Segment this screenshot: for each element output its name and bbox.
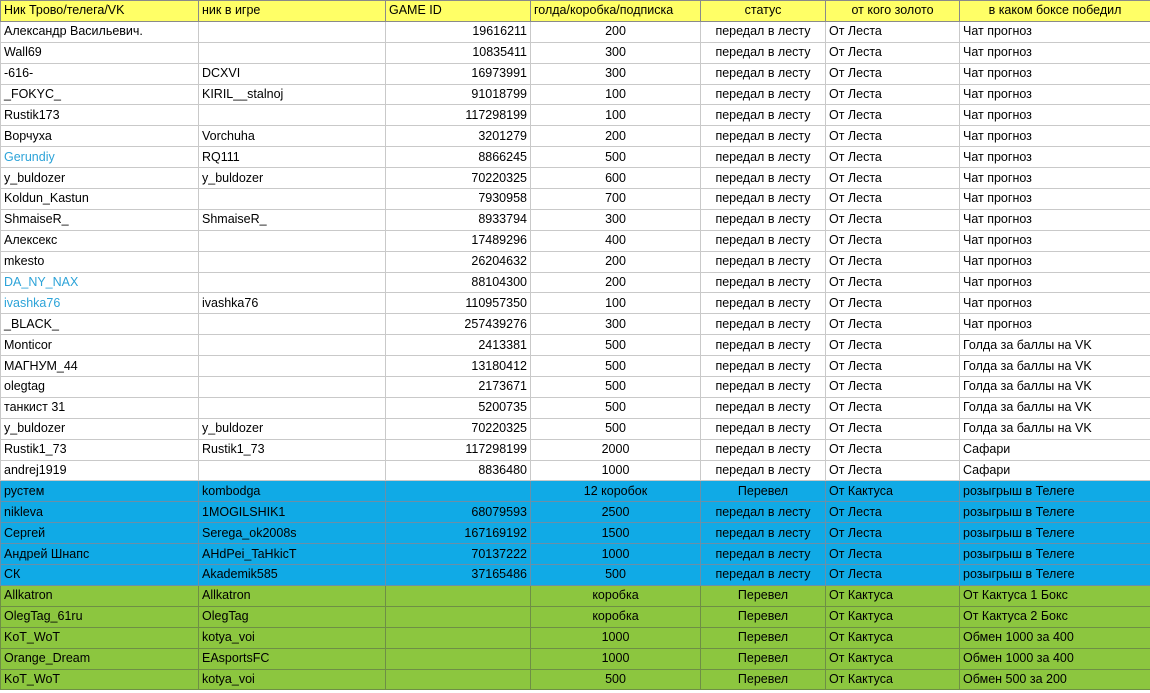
cell-nick[interactable]: Алексекс [1,230,199,251]
cell-from[interactable]: От Леста [826,439,960,460]
cell-box[interactable]: Чат прогноз [960,251,1150,272]
table-row [1,439,1150,460]
cell-nick[interactable]: Gerundiy [1,147,199,168]
cell-box[interactable]: Голда за баллы на VK [960,377,1150,398]
table-row [1,356,1150,377]
cell-game-nick[interactable] [199,314,386,335]
table-row [1,502,1150,523]
cell-game-id[interactable]: 117298199 [386,105,531,126]
cell-amount[interactable]: 300 [531,42,701,63]
cell-box[interactable]: Обмен 500 за 200 [960,669,1150,690]
cell-status[interactable]: передал в лесту [701,272,826,293]
cell-nick[interactable]: KoT_WoT [1,627,199,648]
cell-game-nick[interactable]: Vorchuha [199,126,386,147]
table-row [1,377,1150,398]
table-row [1,230,1150,251]
cell-game-id[interactable] [386,606,531,627]
cell-status[interactable]: Перевел [701,585,826,606]
cell-game-nick[interactable] [199,377,386,398]
cell-from[interactable]: От Леста [826,168,960,189]
cell-status[interactable]: передал в лесту [701,42,826,63]
cell-status[interactable]: передал в лесту [701,523,826,544]
cell-game-nick[interactable] [199,105,386,126]
cell-game-nick[interactable]: kombodga [199,481,386,502]
cell-status[interactable]: Перевел [701,648,826,669]
table-row [1,627,1150,648]
cell-box[interactable]: Чат прогноз [960,314,1150,335]
cell-game-nick[interactable] [199,397,386,418]
cell-amount[interactable]: 400 [531,230,701,251]
header-box[interactable]: в каком боксе победил [960,1,1150,22]
cell-status[interactable]: передал в лесту [701,63,826,84]
cell-amount[interactable]: 2000 [531,439,701,460]
cell-box[interactable]: Чат прогноз [960,63,1150,84]
cell-game-id[interactable]: 167169192 [386,523,531,544]
cell-nick[interactable]: Orange_Dream [1,648,199,669]
cell-from[interactable]: От Леста [826,397,960,418]
cell-status[interactable]: передал в лесту [701,397,826,418]
cell-game-id[interactable] [386,648,531,669]
cell-nick[interactable]: Александр Васильевич. [1,21,199,42]
cell-box[interactable]: Сафари [960,460,1150,481]
cell-box[interactable]: Голда за баллы на VK [960,335,1150,356]
table-row [1,189,1150,210]
cell-game-id[interactable]: 37165486 [386,565,531,586]
cell-game-id[interactable]: 2173671 [386,377,531,398]
cell-status[interactable]: Перевел [701,606,826,627]
cell-game-id[interactable] [386,627,531,648]
cell-amount[interactable]: 500 [531,418,701,439]
cell-amount[interactable]: 1000 [531,648,701,669]
cell-game-id[interactable]: 13180412 [386,356,531,377]
cell-nick[interactable]: ShmaiseR_ [1,209,199,230]
cell-status[interactable]: передал в лесту [701,251,826,272]
cell-status[interactable]: передал в лесту [701,377,826,398]
cell-box[interactable]: От Кактуса 1 Бокс [960,585,1150,606]
cell-amount[interactable]: коробка [531,585,701,606]
cell-game-nick[interactable]: KIRIL__stalnoj [199,84,386,105]
cell-amount[interactable]: 200 [531,251,701,272]
cell-game-id[interactable] [386,585,531,606]
cell-game-nick[interactable]: 1MOGILSHIK1 [199,502,386,523]
cell-nick[interactable]: Wall69 [1,42,199,63]
cell-box[interactable]: розыгрыш в Телеге [960,544,1150,565]
cell-amount[interactable]: 300 [531,63,701,84]
cell-game-id[interactable]: 2413381 [386,335,531,356]
cell-nick[interactable]: танкист 31 [1,397,199,418]
header-game-nick[interactable]: ник в игре [199,1,386,22]
cell-from[interactable]: От Леста [826,230,960,251]
table-row [1,147,1150,168]
cell-game-id[interactable]: 19616211 [386,21,531,42]
cell-from[interactable]: От Леста [826,502,960,523]
cell-game-id[interactable]: 68079593 [386,502,531,523]
table-row [1,460,1150,481]
cell-game-id[interactable]: 10835411 [386,42,531,63]
table-row [1,314,1150,335]
cell-amount[interactable]: 500 [531,147,701,168]
cell-game-id[interactable]: 117298199 [386,439,531,460]
cell-nick[interactable]: -616- [1,63,199,84]
cell-nick[interactable]: OlegTag_61ru [1,606,199,627]
table-row [1,84,1150,105]
cell-from[interactable]: От Леста [826,356,960,377]
header-nick[interactable]: Ник Трово/телега/VK [1,1,199,22]
cell-nick[interactable]: рустем [1,481,199,502]
cell-box[interactable]: Чат прогноз [960,293,1150,314]
table-row [1,481,1150,502]
cell-game-id[interactable]: 70220325 [386,168,531,189]
cell-amount[interactable]: 100 [531,293,701,314]
cell-amount[interactable]: 500 [531,669,701,690]
cell-status[interactable]: Перевел [701,627,826,648]
table-row [1,585,1150,606]
cell-game-nick[interactable]: kotya_voi [199,669,386,690]
cell-game-id[interactable]: 7930958 [386,189,531,210]
table-row [1,397,1150,418]
cell-status[interactable]: передал в лесту [701,565,826,586]
cell-from[interactable]: От Кактуса [826,585,960,606]
cell-status[interactable]: передал в лесту [701,209,826,230]
cell-game-nick[interactable]: OlegTag [199,606,386,627]
cell-amount[interactable]: 600 [531,168,701,189]
cell-from[interactable]: От Леста [826,189,960,210]
cell-status[interactable]: передал в лесту [701,230,826,251]
table-row [1,669,1150,690]
cell-amount[interactable]: 700 [531,189,701,210]
cell-from[interactable]: От Леста [826,293,960,314]
cell-game-id[interactable] [386,669,531,690]
cell-game-nick[interactable] [199,42,386,63]
table-row [1,523,1150,544]
cell-from[interactable]: От Леста [826,377,960,398]
header-status[interactable]: статус [701,1,826,22]
cell-game-id[interactable]: 8836480 [386,460,531,481]
table-row [1,606,1150,627]
cell-amount[interactable]: 500 [531,377,701,398]
cell-box[interactable]: Чат прогноз [960,147,1150,168]
cell-game-nick[interactable]: EAsportsFC [199,648,386,669]
table-row [1,293,1150,314]
cell-game-id[interactable]: 88104300 [386,272,531,293]
cell-status[interactable]: передал в лесту [701,21,826,42]
cell-from[interactable]: От Леста [826,544,960,565]
table-row [1,126,1150,147]
cell-from[interactable]: От Леста [826,21,960,42]
cell-game-nick[interactable] [199,272,386,293]
cell-status[interactable]: передал в лесту [701,84,826,105]
cell-from[interactable]: От Леста [826,251,960,272]
cell-box[interactable]: Голда за баллы на VK [960,418,1150,439]
cell-from[interactable]: От Леста [826,147,960,168]
cell-box[interactable]: Чат прогноз [960,21,1150,42]
cell-game-nick[interactable]: Allkatron [199,585,386,606]
table-row [1,335,1150,356]
cell-game-id[interactable]: 110957350 [386,293,531,314]
cell-amount[interactable]: 1000 [531,544,701,565]
cell-status[interactable]: передал в лесту [701,126,826,147]
cell-from[interactable]: От Леста [826,126,960,147]
cell-status[interactable]: передал в лесту [701,335,826,356]
table-row [1,544,1150,565]
cell-status[interactable]: Перевел [701,481,826,502]
cell-amount[interactable]: коробка [531,606,701,627]
cell-game-nick[interactable]: y_buldozer [199,418,386,439]
cell-nick[interactable]: mkesto [1,251,199,272]
cell-box[interactable]: Чат прогноз [960,42,1150,63]
cell-from[interactable]: От Кактуса [826,606,960,627]
cell-nick[interactable]: СК [1,565,199,586]
cell-amount[interactable]: 1500 [531,523,701,544]
cell-nick[interactable]: nikleva [1,502,199,523]
cell-game-nick[interactable] [199,251,386,272]
cell-amount[interactable]: 12 коробок [531,481,701,502]
cell-box[interactable]: розыгрыш в Телеге [960,481,1150,502]
cell-from[interactable]: От Леста [826,105,960,126]
cell-game-nick[interactable]: DCXVI [199,63,386,84]
cell-game-nick[interactable]: Akademik585 [199,565,386,586]
cell-nick[interactable]: Allkatron [1,585,199,606]
cell-nick[interactable]: Rustik1_73 [1,439,199,460]
cell-amount[interactable]: 200 [531,126,701,147]
cell-game-nick[interactable]: AHdPei_TaHkicT [199,544,386,565]
table-row [1,209,1150,230]
cell-nick[interactable]: DA_NY_NAX [1,272,199,293]
cell-from[interactable]: От Кактуса [826,648,960,669]
cell-amount[interactable]: 300 [531,209,701,230]
cell-box[interactable]: розыгрыш в Телеге [960,502,1150,523]
cell-amount[interactable]: 300 [531,314,701,335]
cell-game-nick[interactable] [199,21,386,42]
cell-box[interactable]: Чат прогноз [960,105,1150,126]
table-row [1,565,1150,586]
cell-box[interactable]: Голда за баллы на VK [960,397,1150,418]
cell-game-nick[interactable]: RQ111 [199,147,386,168]
table-row [1,251,1150,272]
cell-from[interactable]: От Кактуса [826,481,960,502]
cell-nick[interactable]: Андрей Шнапс [1,544,199,565]
cell-box[interactable]: Обмен 1000 за 400 [960,648,1150,669]
cell-game-id[interactable]: 5200735 [386,397,531,418]
cell-amount[interactable]: 500 [531,356,701,377]
cell-status[interactable]: передал в лесту [701,460,826,481]
cell-box[interactable]: От Кактуса 2 Бокс [960,606,1150,627]
cell-box[interactable]: розыгрыш в Телеге [960,565,1150,586]
cell-game-id[interactable]: 16973991 [386,63,531,84]
header-amount[interactable]: голда/коробка/подписка [531,1,701,22]
cell-amount[interactable]: 500 [531,565,701,586]
header-from[interactable]: от кого золото [826,1,960,22]
cell-nick[interactable]: Сергей [1,523,199,544]
cell-amount[interactable]: 200 [531,21,701,42]
cell-nick[interactable]: y_buldozer [1,168,199,189]
cell-game-id[interactable]: 8866245 [386,147,531,168]
cell-from[interactable]: От Леста [826,460,960,481]
cell-game-id[interactable]: 3201279 [386,126,531,147]
cell-status[interactable]: передал в лесту [701,147,826,168]
cell-game-nick[interactable]: ShmaiseR_ [199,209,386,230]
cell-game-nick[interactable] [199,356,386,377]
cell-status[interactable]: передал в лесту [701,418,826,439]
cell-from[interactable]: От Леста [826,272,960,293]
cell-game-nick[interactable] [199,460,386,481]
cell-box[interactable]: Чат прогноз [960,272,1150,293]
cell-amount[interactable]: 500 [531,397,701,418]
header-game-id[interactable]: GAME ID [386,1,531,22]
cell-amount[interactable]: 100 [531,105,701,126]
cell-game-nick[interactable]: Rustik1_73 [199,439,386,460]
cell-status[interactable]: передал в лесту [701,168,826,189]
cell-status[interactable]: Перевел [701,669,826,690]
cell-game-nick[interactable]: Serega_ok2008s [199,523,386,544]
cell-nick[interactable]: Rustik173 [1,105,199,126]
table-row [1,105,1150,126]
cell-from[interactable]: От Леста [826,335,960,356]
cell-game-nick[interactable]: ivashka76 [199,293,386,314]
cell-box[interactable]: Сафари [960,439,1150,460]
cell-from[interactable]: От Леста [826,523,960,544]
cell-game-id[interactable]: 257439276 [386,314,531,335]
cell-box[interactable]: Чат прогноз [960,126,1150,147]
cell-game-id[interactable]: 70137222 [386,544,531,565]
cell-nick[interactable]: _FOKYC_ [1,84,199,105]
cell-nick[interactable]: y_buldozer [1,418,199,439]
cell-nick[interactable]: andrej1919 [1,460,199,481]
cell-from[interactable]: От Леста [826,84,960,105]
cell-box[interactable]: Чат прогноз [960,189,1150,210]
cell-game-id[interactable]: 26204632 [386,251,531,272]
cell-status[interactable]: передал в лесту [701,356,826,377]
cell-status[interactable]: передал в лесту [701,502,826,523]
table-row [1,272,1150,293]
cell-box[interactable]: Чат прогноз [960,84,1150,105]
cell-amount[interactable]: 200 [531,272,701,293]
table-row [1,63,1150,84]
table-body [1,21,1150,690]
cell-from[interactable]: От Леста [826,418,960,439]
cell-nick[interactable]: olegtag [1,377,199,398]
cell-game-nick[interactable]: kotya_voi [199,627,386,648]
cell-nick[interactable]: Koldun_Kastun [1,189,199,210]
cell-from[interactable]: От Леста [826,565,960,586]
cell-nick[interactable]: ivashka76 [1,293,199,314]
cell-nick[interactable]: _BLACK_ [1,314,199,335]
cell-game-nick[interactable] [199,335,386,356]
cell-from[interactable]: От Леста [826,63,960,84]
cell-amount[interactable]: 500 [531,335,701,356]
table-row [1,418,1150,439]
cell-box[interactable]: Чат прогноз [960,209,1150,230]
cell-status[interactable]: передал в лесту [701,105,826,126]
cell-amount[interactable]: 1000 [531,627,701,648]
cell-status[interactable]: передал в лесту [701,293,826,314]
cell-nick[interactable]: Monticor [1,335,199,356]
table-row [1,168,1150,189]
cell-box[interactable]: розыгрыш в Телеге [960,523,1150,544]
cell-box[interactable]: Обмен 1000 за 400 [960,627,1150,648]
cell-from[interactable]: От Кактуса [826,627,960,648]
cell-game-id[interactable] [386,481,531,502]
cell-nick[interactable]: Ворчуха [1,126,199,147]
cell-game-id[interactable]: 91018799 [386,84,531,105]
cell-amount[interactable]: 1000 [531,460,701,481]
cell-game-nick[interactable] [199,230,386,251]
table-row [1,21,1150,42]
cell-status[interactable]: передал в лесту [701,314,826,335]
cell-game-id[interactable]: 8933794 [386,209,531,230]
table-row [1,648,1150,669]
cell-box[interactable]: Чат прогноз [960,168,1150,189]
cell-game-id[interactable]: 17489296 [386,230,531,251]
cell-status[interactable]: передал в лесту [701,189,826,210]
cell-game-nick[interactable]: y_buldozer [199,168,386,189]
table-row [1,42,1150,63]
cell-game-nick[interactable] [199,189,386,210]
cell-nick[interactable]: МАГНУМ_44 [1,356,199,377]
cell-amount[interactable]: 2500 [531,502,701,523]
cell-status[interactable]: передал в лесту [701,544,826,565]
cell-nick[interactable]: KoT_WoT [1,669,199,690]
cell-from[interactable]: От Леста [826,314,960,335]
cell-amount[interactable]: 100 [531,84,701,105]
cell-from[interactable]: От Кактуса [826,669,960,690]
cell-game-id[interactable]: 70220325 [386,418,531,439]
header-row [1,1,1150,22]
cell-from[interactable]: От Леста [826,209,960,230]
cell-from[interactable]: От Леста [826,42,960,63]
cell-box[interactable]: Чат прогноз [960,230,1150,251]
cell-box[interactable]: Голда за баллы на VK [960,356,1150,377]
cell-status[interactable]: передал в лесту [701,439,826,460]
